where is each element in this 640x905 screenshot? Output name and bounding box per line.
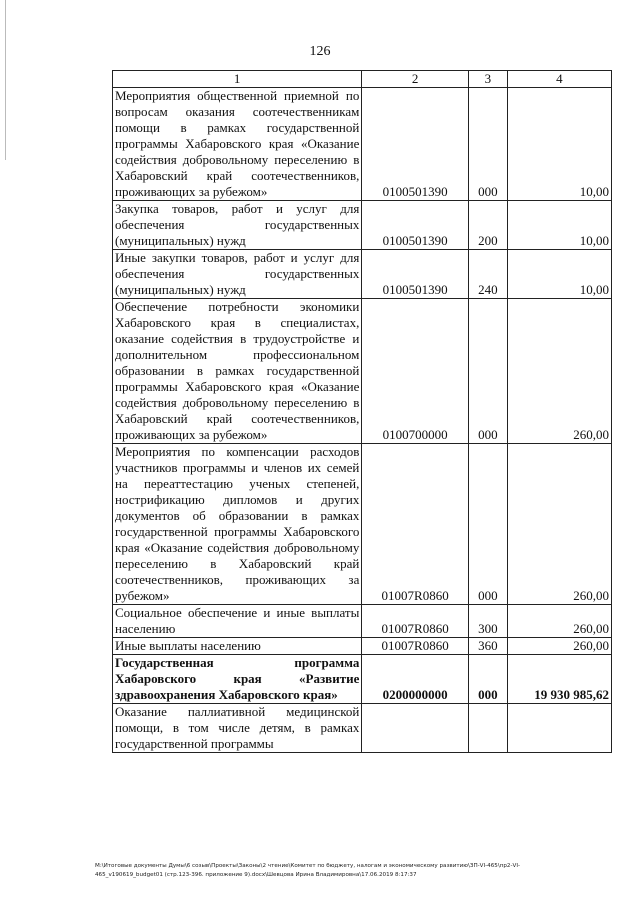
header-col-2: 2	[362, 71, 469, 88]
row-code-cell	[362, 704, 469, 753]
table-row	[113, 444, 612, 605]
row-name-cell: Социальное обеспечение и иные выплаты населению	[113, 605, 362, 638]
footer-line-2: 465_v190619_budget01 (стр.123-396. приложение 9).docx\Шевцова Ирина Владимировна\17.06.2019 8:17:37	[95, 872, 417, 878]
table-row	[113, 299, 612, 444]
document-path-footer	[95, 862, 625, 880]
row-code-cell: 01007R0860	[362, 605, 469, 638]
table-row	[113, 88, 612, 201]
row-type-cell: 000	[468, 88, 507, 201]
row-code-cell: 0100700000	[362, 299, 469, 444]
page-edge-rule	[5, 0, 6, 160]
table-row	[113, 201, 612, 250]
row-amount-cell: 260,00	[507, 299, 611, 444]
row-amount-cell: 19 930 985,62	[507, 655, 611, 704]
row-code-cell: 0100501390	[362, 88, 469, 201]
row-type-cell: 000	[468, 299, 507, 444]
table-row	[113, 704, 612, 753]
row-code-cell: 01007R0860	[362, 638, 469, 655]
row-code-cell: 0100501390	[362, 201, 469, 250]
row-amount-cell: 260,00	[507, 638, 611, 655]
row-name-cell: Иные закупки товаров, работ и услуг для обеспечения государственных (муниципальных) нужд	[113, 250, 362, 299]
row-type-cell: 200	[468, 201, 507, 250]
row-type-cell: 000	[468, 655, 507, 704]
footer-line-1: M:\Итоговые документы Думы\6 созыв\Проекты\Законы\2 чтение\Комитет по бюджету, налогам и экономическому развитию\ЗП-VI-465\пр2-VI-	[95, 863, 520, 869]
row-name-cell: Иные выплаты населению	[113, 638, 362, 655]
header-col-3: 3	[468, 71, 507, 88]
header-col-4: 4	[507, 71, 611, 88]
row-type-cell: 300	[468, 605, 507, 638]
table-row	[113, 638, 612, 655]
row-amount-cell: 10,00	[507, 250, 611, 299]
row-name-cell: Мероприятия общественной приемной по вопросам оказания соотечественникам помощи в рамках государственной программы Хабаровского края «Оказание содействия добровольному переселению в Хабаровский край соотечественников, проживающих за рубежом»	[113, 88, 362, 201]
row-amount-cell: 10,00	[507, 201, 611, 250]
table-header-row	[113, 71, 612, 88]
budget-table	[112, 70, 612, 753]
table-row	[113, 605, 612, 638]
row-amount-cell	[507, 704, 611, 753]
row-name-cell: Обеспечение потребности экономики Хабаровского края в специалистах, оказание содействия в трудоустройстве и дополнительном профессиональном образовании в рамках государственной программы Хабаровского края «Оказание содействия добровольному переселению в Хабаровский край соотечественников, проживающих за рубежом»	[113, 299, 362, 444]
page-number: 126	[309, 44, 331, 59]
row-type-cell	[468, 704, 507, 753]
row-code-cell: 0100501390	[362, 250, 469, 299]
row-name-cell: Мероприятия по компенсации расходов участников программы и членов их семей на переаттестацию ученых степеней, нострификацию дипломов и других документов об образовании в рамках государственной программы Хабаровского края «Оказание содействия добровольному переселению в Хабаровский край соотечественников, проживающих за рубежом»	[113, 444, 362, 605]
row-amount-cell: 260,00	[507, 444, 611, 605]
row-name-cell: Закупка товаров, работ и услуг для обеспечения государственных (муниципальных) нужд	[113, 201, 362, 250]
row-type-cell: 240	[468, 250, 507, 299]
row-type-cell: 360	[468, 638, 507, 655]
row-code-cell: 0200000000	[362, 655, 469, 704]
row-name-cell: Оказание паллиативной медицинской помощи, в том числе детям, в рамках государственной программы	[113, 704, 362, 753]
row-amount-cell: 10,00	[507, 88, 611, 201]
row-code-cell: 01007R0860	[362, 444, 469, 605]
table-row	[113, 655, 612, 704]
header-col-1: 1	[113, 71, 362, 88]
table-row	[113, 250, 612, 299]
row-name-cell: Государственная программа Хабаровского края «Развитие здравоохранения Хабаровского края»	[113, 655, 362, 704]
row-type-cell: 000	[468, 444, 507, 605]
row-amount-cell: 260,00	[507, 605, 611, 638]
